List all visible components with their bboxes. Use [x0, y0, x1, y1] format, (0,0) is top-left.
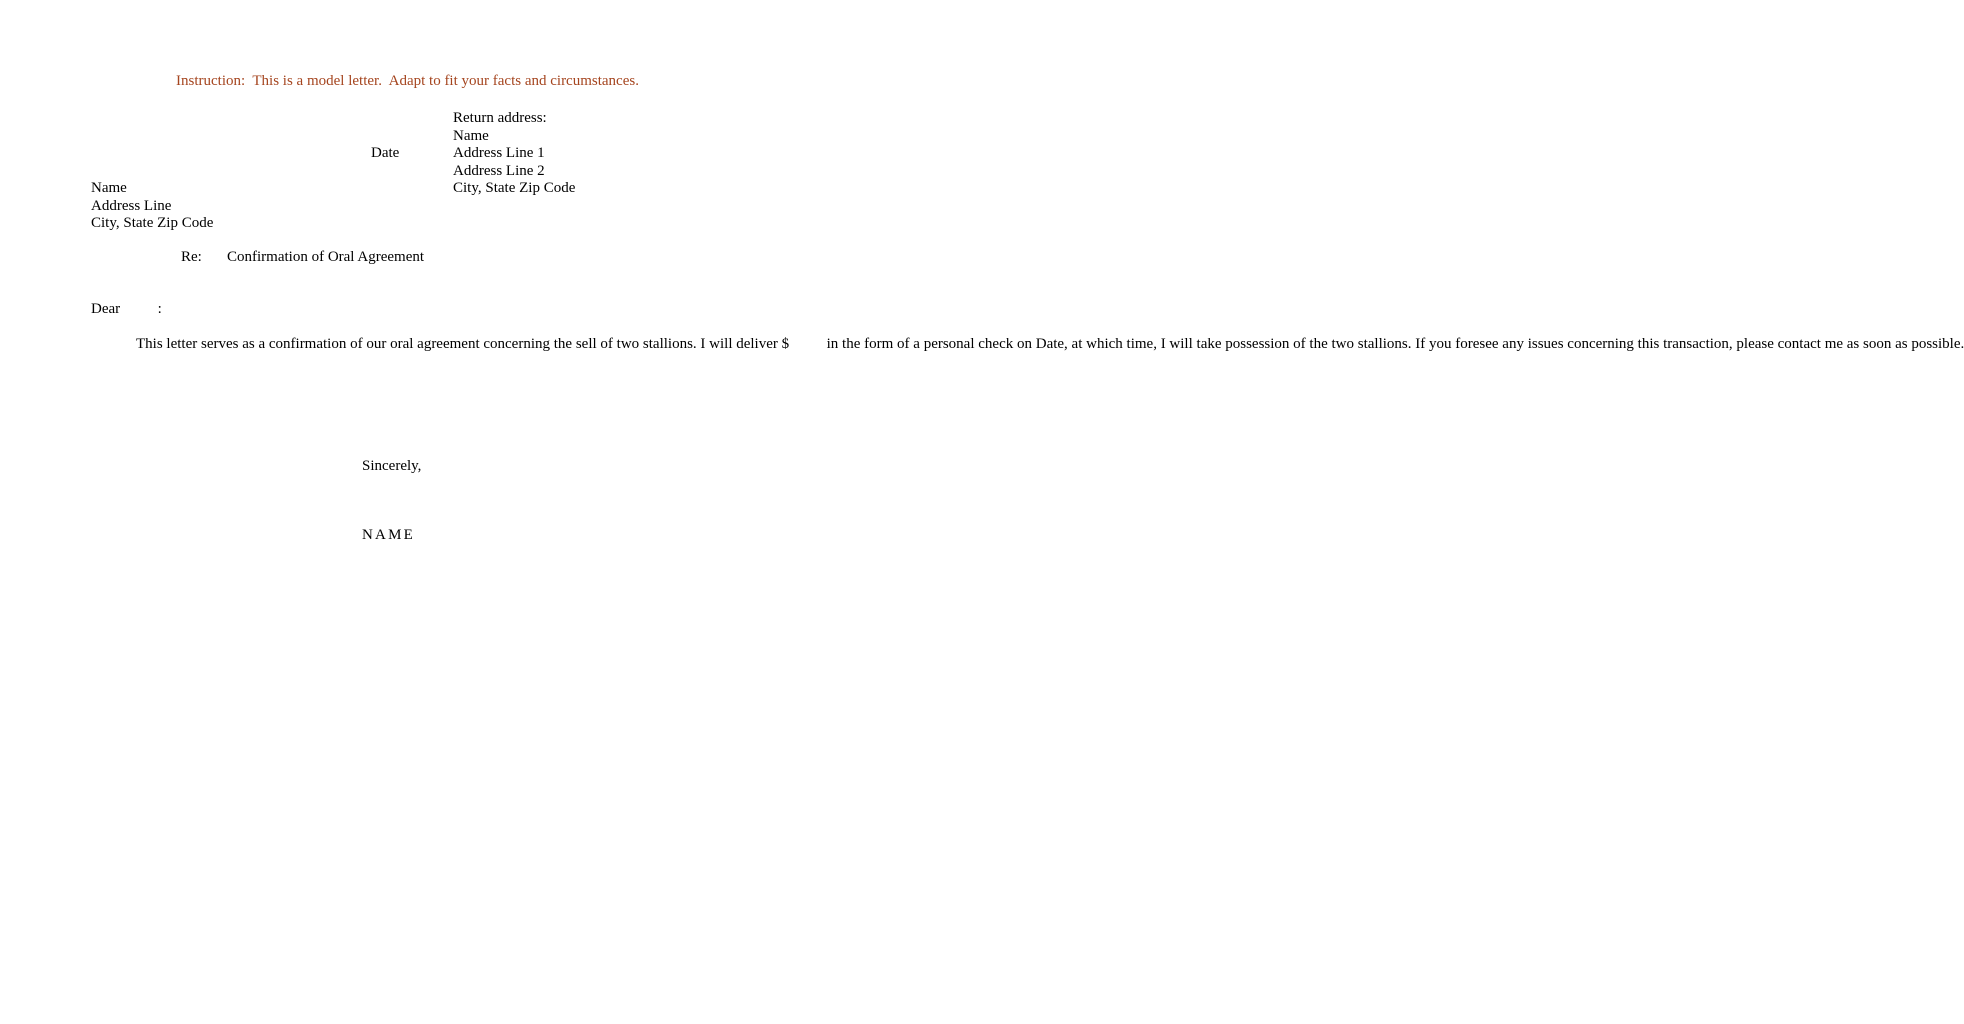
return-address-block — [453, 110, 575, 198]
body-text-part2: in the form of a personal check on Date, at which time, I will take possession of the two stallions. If you foresee any issues concerning this transaction, please contact me as soon as possible. — [789, 336, 1964, 352]
re-label: Re: — [181, 249, 202, 265]
return-address-line1: Address Line 1 — [453, 145, 545, 161]
return-address-city: City, State Zip Code — [453, 180, 576, 196]
recipient-city: City, State Zip Code — [91, 215, 214, 231]
recipient-address-block — [91, 180, 213, 233]
return-address-line2: Address Line 2 — [453, 162, 545, 179]
re-subject: Confirmation of Oral Agreement — [227, 249, 425, 265]
closing: Sincerely, — [362, 458, 422, 474]
return-address-label: Return address: — [453, 110, 547, 126]
signature-name: NAME — [362, 527, 415, 543]
recipient-name: Name — [91, 180, 127, 196]
recipient-address-line: Address Line — [91, 197, 172, 214]
body-text-part1: This letter serves as a confirmation of our oral agreement concerning the sell of two stallions. I will deliver $ — [136, 336, 790, 352]
body-paragraph — [91, 336, 1964, 354]
instruction-note: Instruction: This is a model letter. Adapt to fit your facts and circumstances. — [176, 73, 639, 89]
return-address-name: Name — [453, 127, 489, 144]
salutation: Dear : — [91, 301, 162, 317]
letter-date: Date — [371, 145, 400, 161]
